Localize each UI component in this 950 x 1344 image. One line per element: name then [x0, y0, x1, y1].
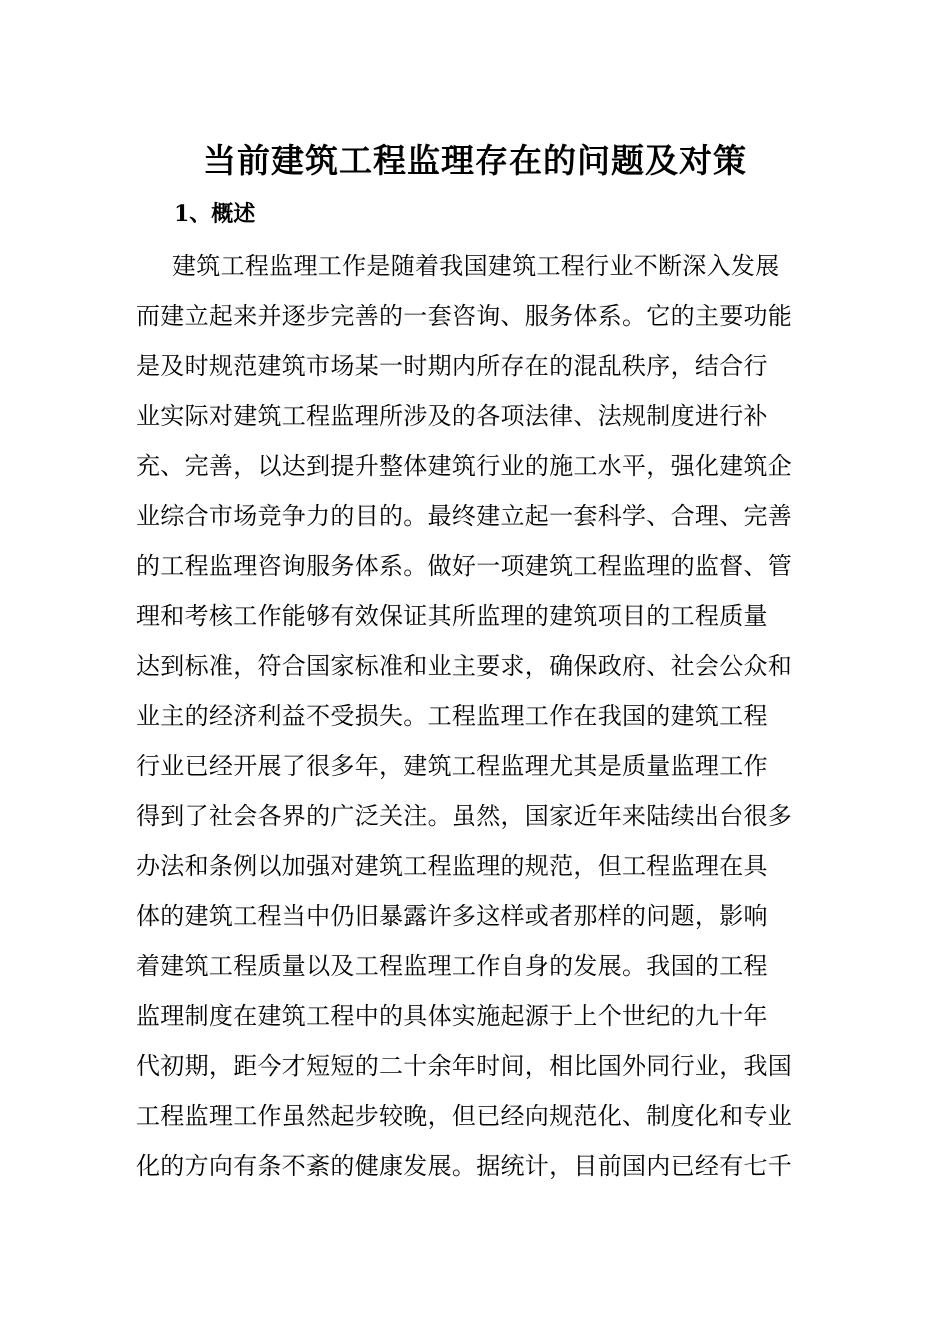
paragraph-line: 而建立起来并逐步完善的一套咨询、服务体系。它的主要功能	[136, 302, 793, 330]
paragraph-line: 得到了社会各界的广泛关注。虽然，国家近年来陆续出台很多	[136, 802, 793, 830]
paragraph-line: 是及时规范建筑市场某一时期内所存在的混乱秩序，结合行	[136, 352, 768, 380]
paragraph-line: 化的方向有条不紊的健康发展。据统计，目前国内已经有七千	[136, 1152, 793, 1180]
paragraph-line: 业综合市场竞争力的目的。最终建立起一套科学、合理、完善	[136, 502, 793, 530]
paragraph-line: 代初期，距今才短短的二十余年时间，相比国外同行业，我国	[136, 1052, 793, 1080]
paragraph-line: 监理制度在建筑工程中的具体实施起源于上个世纪的九十年	[136, 1002, 768, 1030]
section-heading: 1、概述	[174, 201, 256, 227]
document-title: 当前建筑工程监理存在的问题及对策	[203, 141, 747, 180]
paragraph-line: 达到标准，符合国家标准和业主要求，确保政府、社会公众和	[136, 652, 793, 680]
paragraph-line: 体的建筑工程当中仍旧暴露许多这样或者那样的问题，影响	[136, 902, 768, 930]
paragraph-line: 的工程监理咨询服务体系。做好一项建筑工程监理的监督、管	[136, 552, 793, 580]
body-paragraph	[136, 241, 816, 1191]
paragraph-line: 建筑工程监理工作是随着我国建筑工程行业不断深入发展	[172, 252, 780, 280]
paragraph-line: 工程监理工作虽然起步较晚，但已经向规范化、制度化和专业	[136, 1102, 793, 1130]
paragraph-line: 行业已经开展了很多年，建筑工程监理尤其是质量监理工作	[136, 752, 768, 780]
paragraph-line: 业实际对建筑工程监理所涉及的各项法律、法规制度进行补	[136, 402, 768, 430]
paragraph-line: 业主的经济利益不受损失。工程监理工作在我国的建筑工程	[136, 702, 768, 730]
paragraph-line: 办法和条例以加强对建筑工程监理的规范，但工程监理在具	[136, 852, 768, 880]
paragraph-line: 着建筑工程质量以及工程监理工作自身的发展。我国的工程	[136, 952, 768, 980]
paragraph-line: 理和考核工作能够有效保证其所监理的建筑项目的工程质量	[136, 602, 768, 630]
paragraph-line: 充、完善，以达到提升整体建筑行业的施工水平，强化建筑企	[136, 452, 793, 480]
